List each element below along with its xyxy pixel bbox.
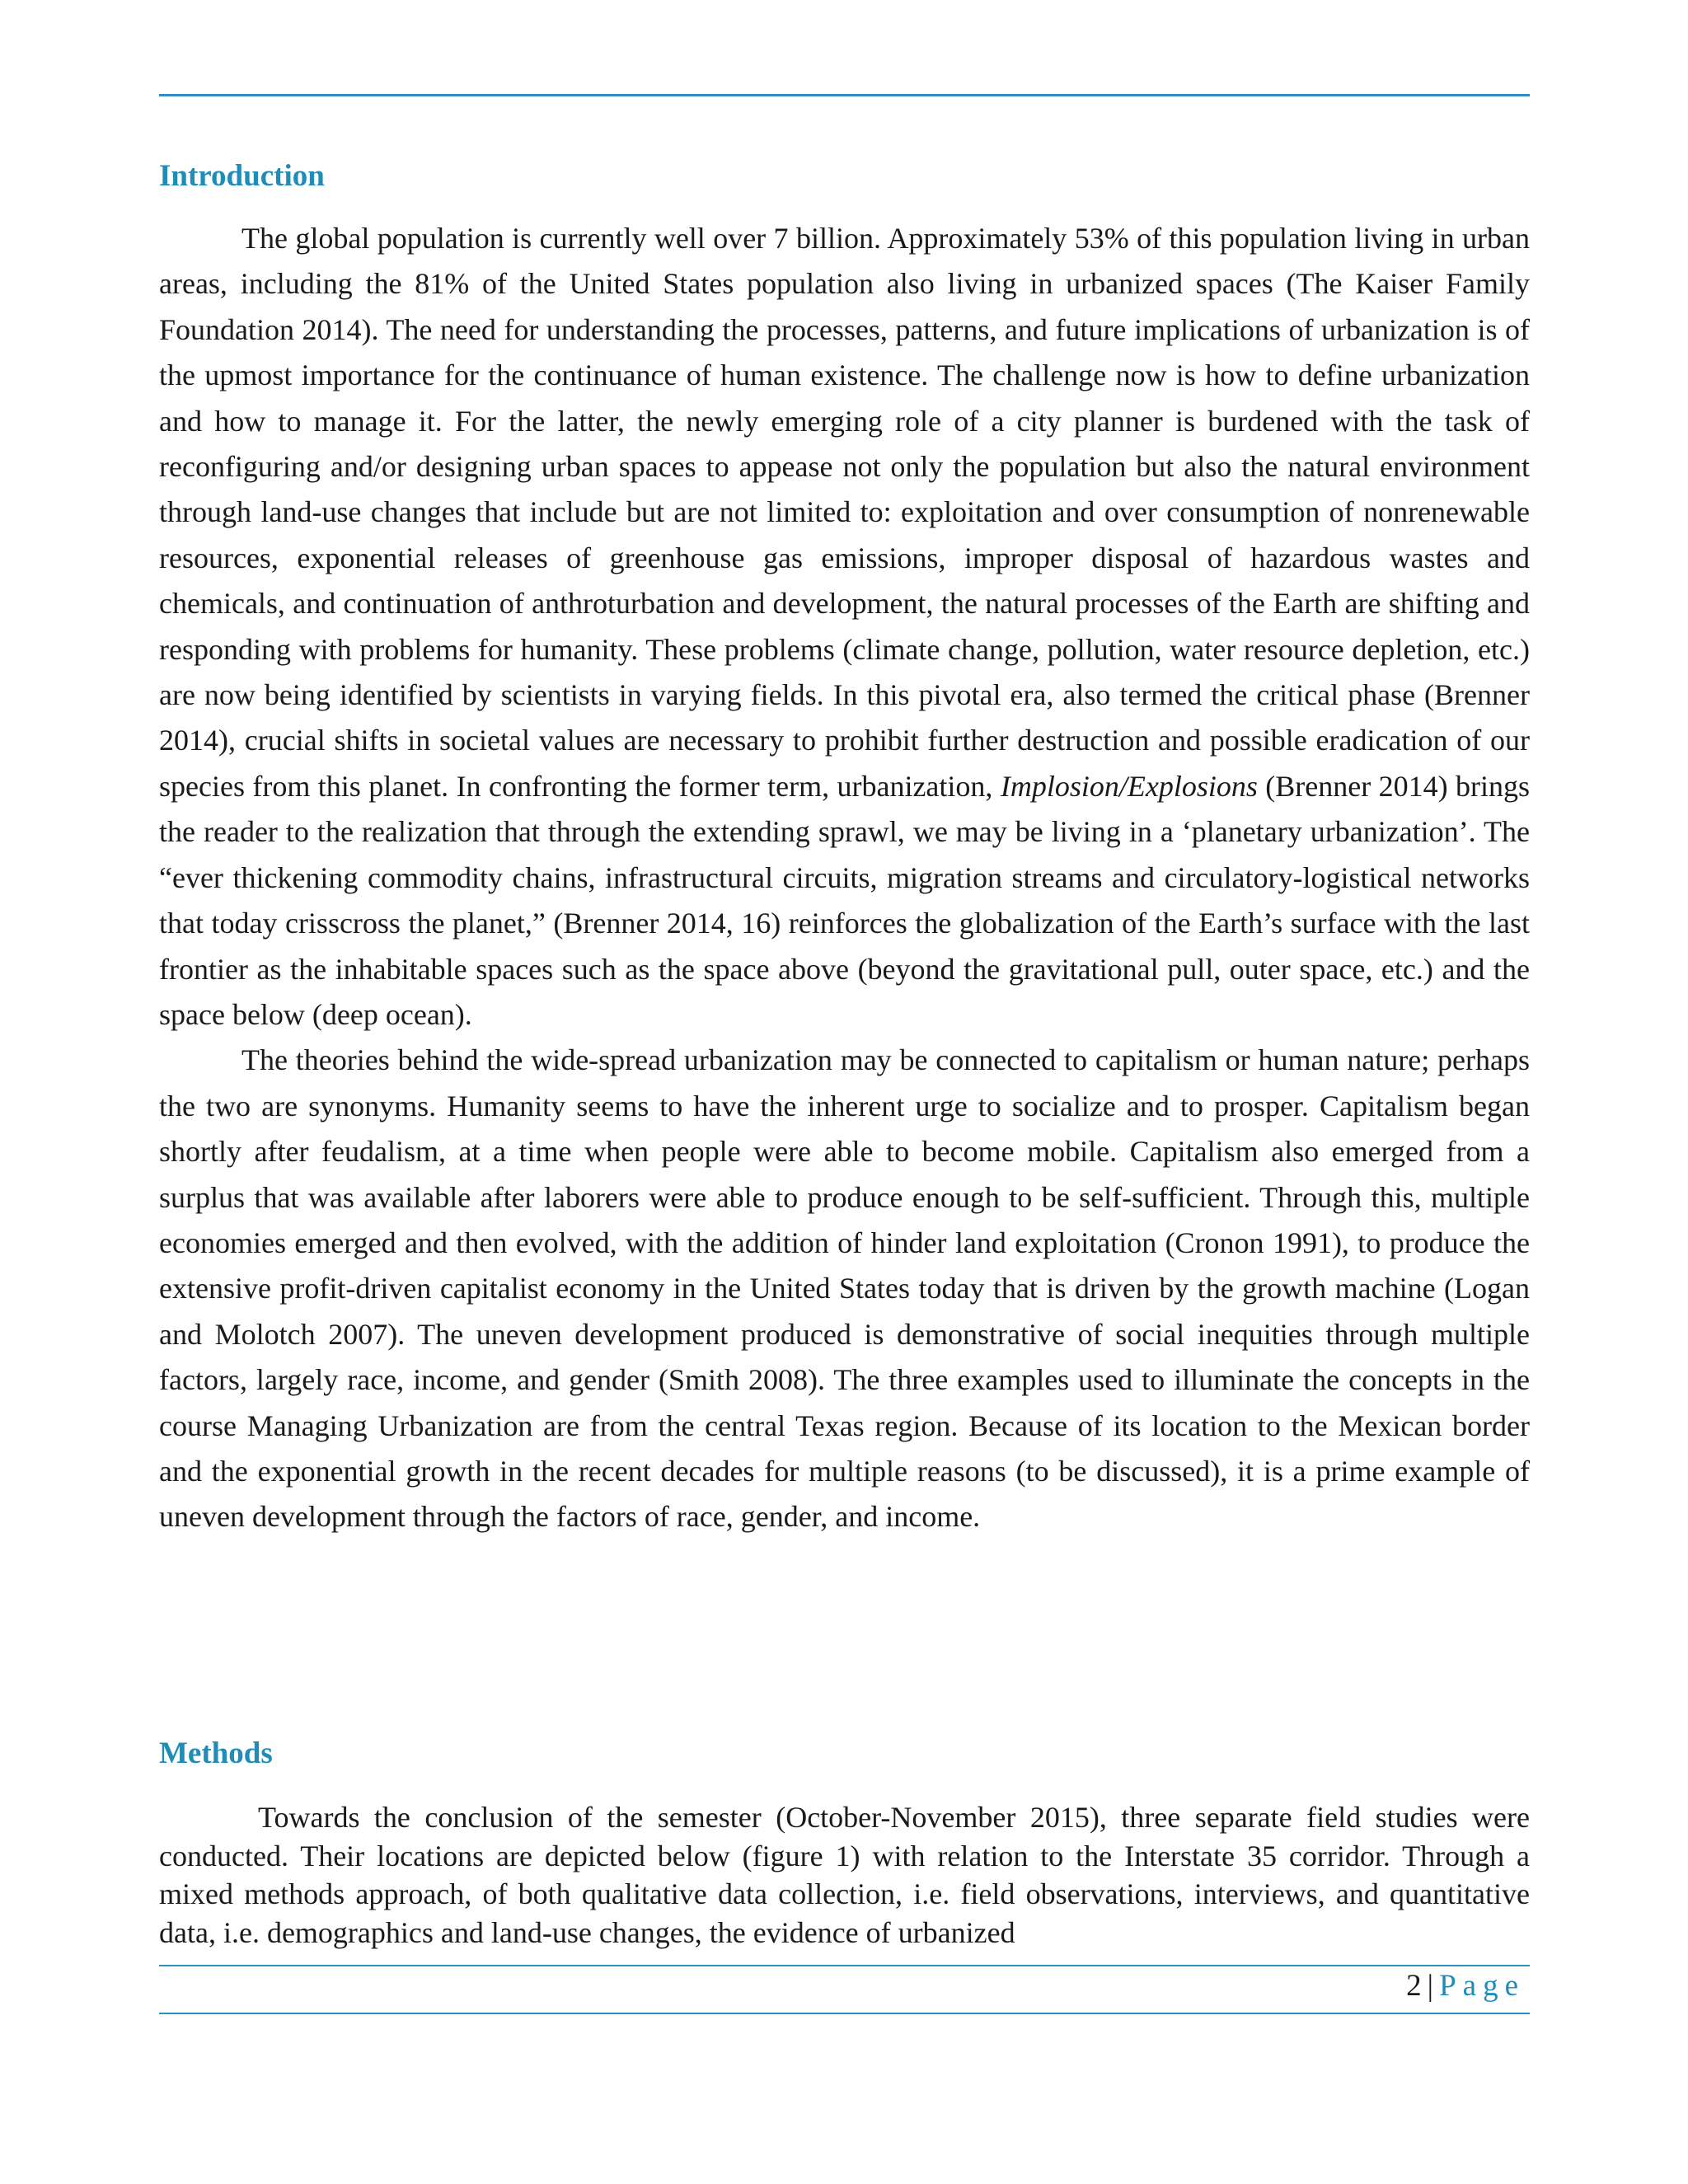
methods-body bbox=[159, 1798, 1530, 1952]
header-rule bbox=[159, 94, 1530, 96]
footer-rule-top bbox=[159, 1965, 1530, 1966]
introduction-heading: Introduction bbox=[159, 159, 325, 193]
methods-paragraph-1: Towards the conclusion of the semester (October-November 2015), three separate field studies were conducted. Their locations are depicted below (figure 1) with relation to the Interstate 35 corridor. Through a mixed methods approach, of both qualitative data collection, i.e. field observations, interviews, and quantitative data, i.e. demographics and land-use changes, the evidence of urbanized bbox=[159, 1801, 1530, 1949]
page-word: Page bbox=[1439, 1969, 1525, 2003]
introduction-paragraph-1-text-before: The global population is currently well over 7 billion. Approximately 53% of this population living in urban areas, including the 81% of the United States population also living in urbanized spaces (The Kaiser Family Foundation 2014). The need for understanding the processes, patterns, and future implications of urbanization is of the upmost importance for the continuance of human existence. The challenge now is how to define urbanization and how to manage it. For the latter, the newly emerging role of a city planner is burdened with the task of reconfiguring and/or designing urban spaces to appease not only the population but also the natural environment through land-use changes that include but are not limited to: exploitation and over consumption of nonrenewable resources, exponential releases of greenhouse gas emissions, improper disposal of hazardous wastes and chemicals, and continuation of anthroturbation and development, the natural processes of the Earth are shifting and responding with problems for humanity. These problems (climate change, pollution, water resource depletion, etc.) are now being identified by scientists in varying fields. In this pivotal era, also termed the critical phase (Brenner 2014), crucial shifts in societal values are necessary to prohibit further destruction and possible eradication of our species from this planet. In confronting the former term, urbanization, bbox=[159, 222, 1530, 803]
introduction-body bbox=[159, 216, 1530, 1540]
book-title-italic: Implosion/Explosions bbox=[1000, 769, 1258, 803]
page-number-value: 2 bbox=[1406, 1969, 1423, 2003]
page-number-separator: | bbox=[1427, 1969, 1435, 2003]
introduction-paragraph-2: The theories behind the wide-spread urbanization may be connected to capitalism or human nature; perhaps the two are synonyms. Humanity seems to have the inherent urge to socialize and to prosper. Capitalism began shortly after feudalism, at a time when people were able to become mobile. Capitalism also emerged from a surplus that was available after laborers were able to produce enough to be self-sufficient. Through this, multiple economies emerged and then evolved, with the addition of hinder land exploitation (Cronon 1991), to produce the extensive profit-driven capitalist economy in the United States today that is driven by the growth machine (Logan and Molotch 2007). The uneven development produced is demonstrative of social inequities through multiple factors, largely race, income, and gender (Smith 2008). The three examples used to illuminate the concepts in the course Managing Urbanization are from the central Texas region. Because of its location to the Mexican border and the exponential growth in the recent decades for multiple reasons (to be discussed), it is a prime example of uneven development through the factors of race, gender, and income. bbox=[159, 1043, 1530, 1534]
introduction-paragraph-1-text-after: (Brenner 2014) brings the reader to the realization that through the extending sprawl, we may be living in a ‘planetary urbanization’. The “ever thickening commodity chains, infrastructural circuits, migration streams and circulatory-logistical networks that today crisscross the planet,” (Brenner 2014, 16) reinforces the globalization of the Earth’s surface with the last frontier as the inhabitable spaces such as the space above (beyond the gravitational pull, outer space, etc.) and the space below (deep ocean). bbox=[159, 769, 1531, 1031]
methods-heading: Methods bbox=[159, 1736, 273, 1770]
introduction-paragraph-1 bbox=[159, 216, 1530, 1038]
footer-rule-bottom bbox=[159, 2013, 1530, 2014]
page-number bbox=[1406, 1968, 1525, 2004]
